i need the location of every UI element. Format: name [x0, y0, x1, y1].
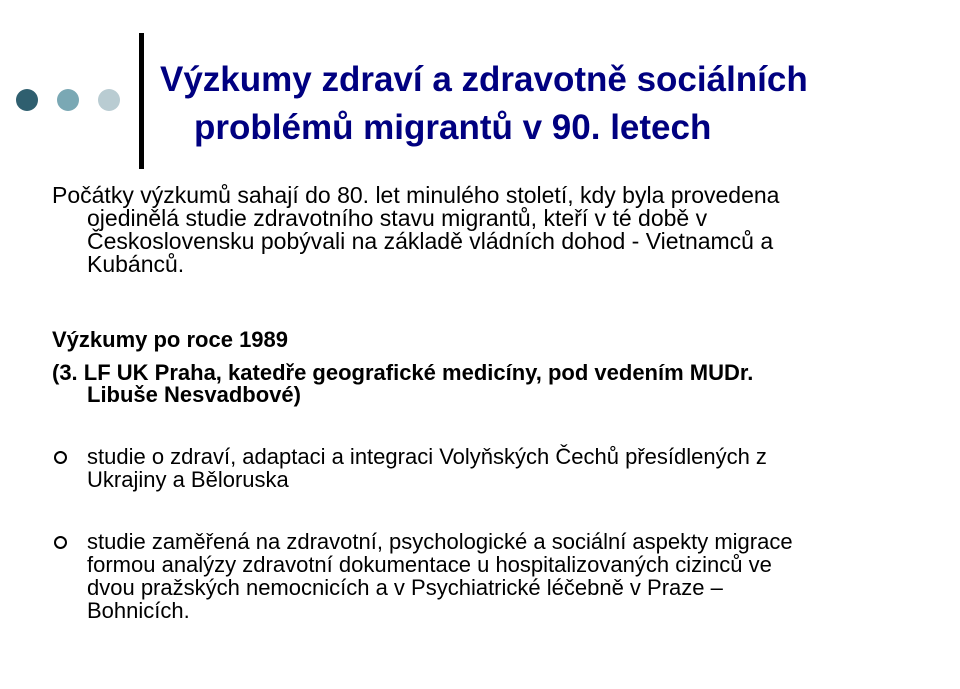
research-institution: [52, 362, 932, 406]
dot-medium: [57, 89, 79, 111]
intro-line: ojedinělá studie zdravotního stavu migrantů, kteří v té době v: [87, 205, 708, 231]
intro-paragraph: [52, 184, 932, 276]
bullet-line: Bohnicích.: [87, 598, 190, 623]
intro-line: Počátky výzkumů sahají do 80. let minulého století, kdy byla provedena: [52, 182, 780, 208]
bullet-line: dvou pražských nemocnicích a v Psychiatrické léčebně v Praze –: [87, 575, 723, 600]
bullet-circle-icon: [54, 536, 67, 549]
dot-dark: [16, 89, 38, 111]
title-line-2: problémů migrantů v 90. letech: [194, 108, 712, 147]
intro-line: Československu pobývali na základě vládních dohod - Vietnamců a: [87, 228, 774, 254]
bullet-item: [52, 445, 932, 491]
intro-line: Kubánců.: [87, 251, 185, 277]
bullet-line: studie o zdraví, adaptaci a integraci Volyňských Čechů přesídlených z: [87, 444, 767, 469]
slide-title: [160, 56, 950, 152]
institution-line-1: (3. LF UK Praha, katedře geografické medicíny, pod vedením MUDr.: [52, 360, 754, 385]
bullet-circle-icon: [54, 451, 67, 464]
title-line-1: Výzkumy zdraví a zdravotně sociálních: [160, 60, 808, 99]
bullet-item: [52, 530, 932, 622]
bullet-line: Ukrajiny a Běloruska: [87, 467, 289, 492]
dot-light: [98, 89, 120, 111]
bullet-line: studie zaměřená na zdravotní, psychologické a sociální aspekty migrace: [87, 529, 793, 554]
title-divider: [139, 33, 144, 169]
bullet-line: formou analýzy zdravotní dokumentace u hospitalizovaných cizinců ve: [87, 552, 772, 577]
research-heading: Výzkumy po roce 1989: [52, 327, 289, 352]
institution-line-2: Libuše Nesvadbové): [87, 382, 301, 407]
three-dots-icon: [12, 89, 122, 113]
slide-content: [52, 182, 932, 623]
